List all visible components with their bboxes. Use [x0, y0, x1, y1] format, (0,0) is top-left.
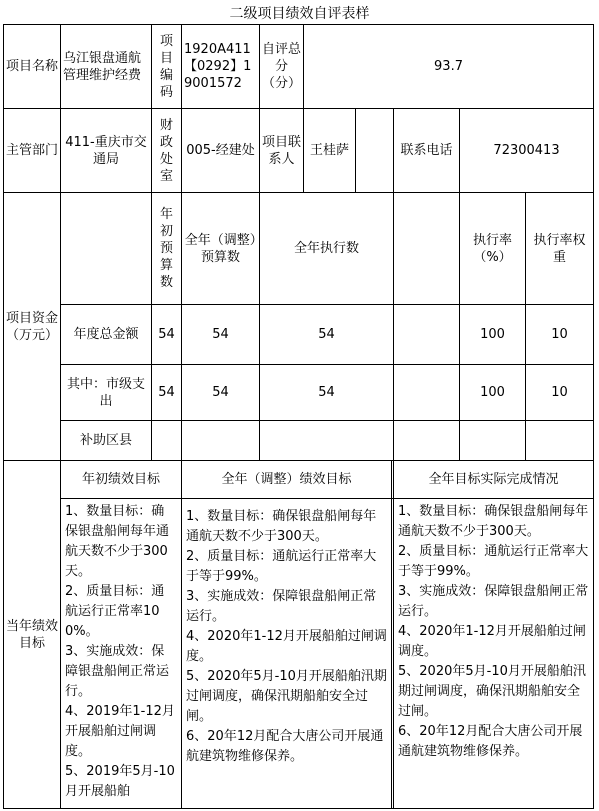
funds-section-label: 项目资金（万元） — [4, 193, 61, 461]
goals-col2-header: 全年（调整）绩效目标 — [182, 461, 392, 499]
rate-value: 100 — [460, 305, 526, 365]
rate-value — [460, 421, 526, 461]
dept-value: 411-重庆市交通局 — [61, 109, 152, 193]
initial-value — [152, 421, 182, 461]
dept-label: 主管部门 — [4, 109, 61, 193]
adjusted-value — [182, 421, 260, 461]
goals-col1-header: 年初绩效目标 — [61, 461, 182, 499]
bar-cell — [394, 421, 460, 461]
weight-header: 执行率权重 — [526, 193, 594, 305]
bar-cell — [356, 109, 394, 193]
finance-office-label: 财政处室 — [152, 109, 182, 193]
table-row — [4, 305, 594, 365]
goals-col1-text: 1、数量目标：确保银盘船闸每年通航天数不少于300天。 2、质量目标：通航运行正常率100%。 3、实施成效：保障银盘船闸正常运行。 4、2019年1-12月开展船舶过闸调度。 5、2019年5月-10月开展船舶 — [61, 499, 182, 809]
table-row — [4, 365, 594, 421]
executed-value: 54 — [260, 365, 394, 421]
executed-value: 54 — [260, 305, 394, 365]
project-name-label: 项目名称 — [4, 25, 61, 109]
rate-header: 执行率（%） — [460, 193, 526, 305]
contact-value: 王桂萨 — [304, 109, 356, 193]
initial-value: 54 — [152, 305, 182, 365]
rate-value: 100 — [460, 365, 526, 421]
adjusted-value: 54 — [182, 305, 260, 365]
page-title: 二级项目绩效自评表样 — [229, 6, 370, 22]
goals-col3-text: 1、数量目标：确保银盘船闸每年通航天数不少于300天。 2、质量目标：通航运行正常率大于等于99%。 3、实施成效：保障银盘船闸正常运行。 4、2020年1-12月开展船舶过闸调度。 5、2020年5月-10月开展船舶汛期过闸调度，确保汛期船舶安全过闸。 6、20年12月配合大唐公司开展通航建筑物维修保养。 — [394, 499, 594, 809]
bar-cell — [394, 193, 460, 305]
initial-value: 54 — [152, 365, 182, 421]
weight-value: 10 — [526, 365, 594, 421]
row-label: 年度总金额 — [61, 305, 152, 365]
phone-value: 72300413 — [460, 109, 594, 193]
project-name-value: 乌江银盘通航管理维护经费 — [61, 25, 152, 109]
executed-value — [260, 421, 394, 461]
row-label: 其中：市级支出 — [61, 365, 152, 421]
goals-col2-text: 1、数量目标：确保银盘船闸每年通航天数不少于300天。 2、质量目标：通航运行正常率大于等于99%。 3、实施成效：保障银盘船闸正常运行。 4、2020年1-12月开展船舶过闸调度。 5、2020年5月-10月开展船舶汛期过闸调度，确保汛期船舶安全过闸。 6、20年12月配合大唐公司开展通航建筑物维修保养。 — [182, 499, 392, 809]
row-label: 补助区县 — [61, 421, 152, 461]
bar-cell — [394, 305, 460, 365]
project-code-label: 项目编码 — [152, 25, 182, 109]
table-row — [4, 421, 594, 461]
adjusted-value: 54 — [182, 365, 260, 421]
weight-value: 10 — [526, 305, 594, 365]
project-code-value: 1920A411【0292】19001572 — [182, 25, 260, 109]
finance-office-value: 005-经建处 — [182, 109, 260, 193]
phone-label: 联系电话 — [394, 109, 460, 193]
bar-cell — [394, 365, 460, 421]
initial-budget-header: 年初预算数 — [152, 193, 182, 305]
executed-header: 全年执行数 — [260, 193, 394, 305]
goals-col3-header: 全年目标实际完成情况 — [394, 461, 594, 499]
self-score-label: 自评总分（分） — [260, 25, 304, 109]
funds-blank-header — [61, 193, 152, 305]
weight-value — [526, 421, 594, 461]
goals-section-label: 当年绩效目标 — [4, 461, 61, 809]
self-score-value: 93.7 — [304, 25, 594, 109]
performance-table — [3, 24, 594, 809]
adjusted-budget-header: 全年（调整）预算数 — [182, 193, 260, 305]
contact-label: 项目联系人 — [260, 109, 304, 193]
